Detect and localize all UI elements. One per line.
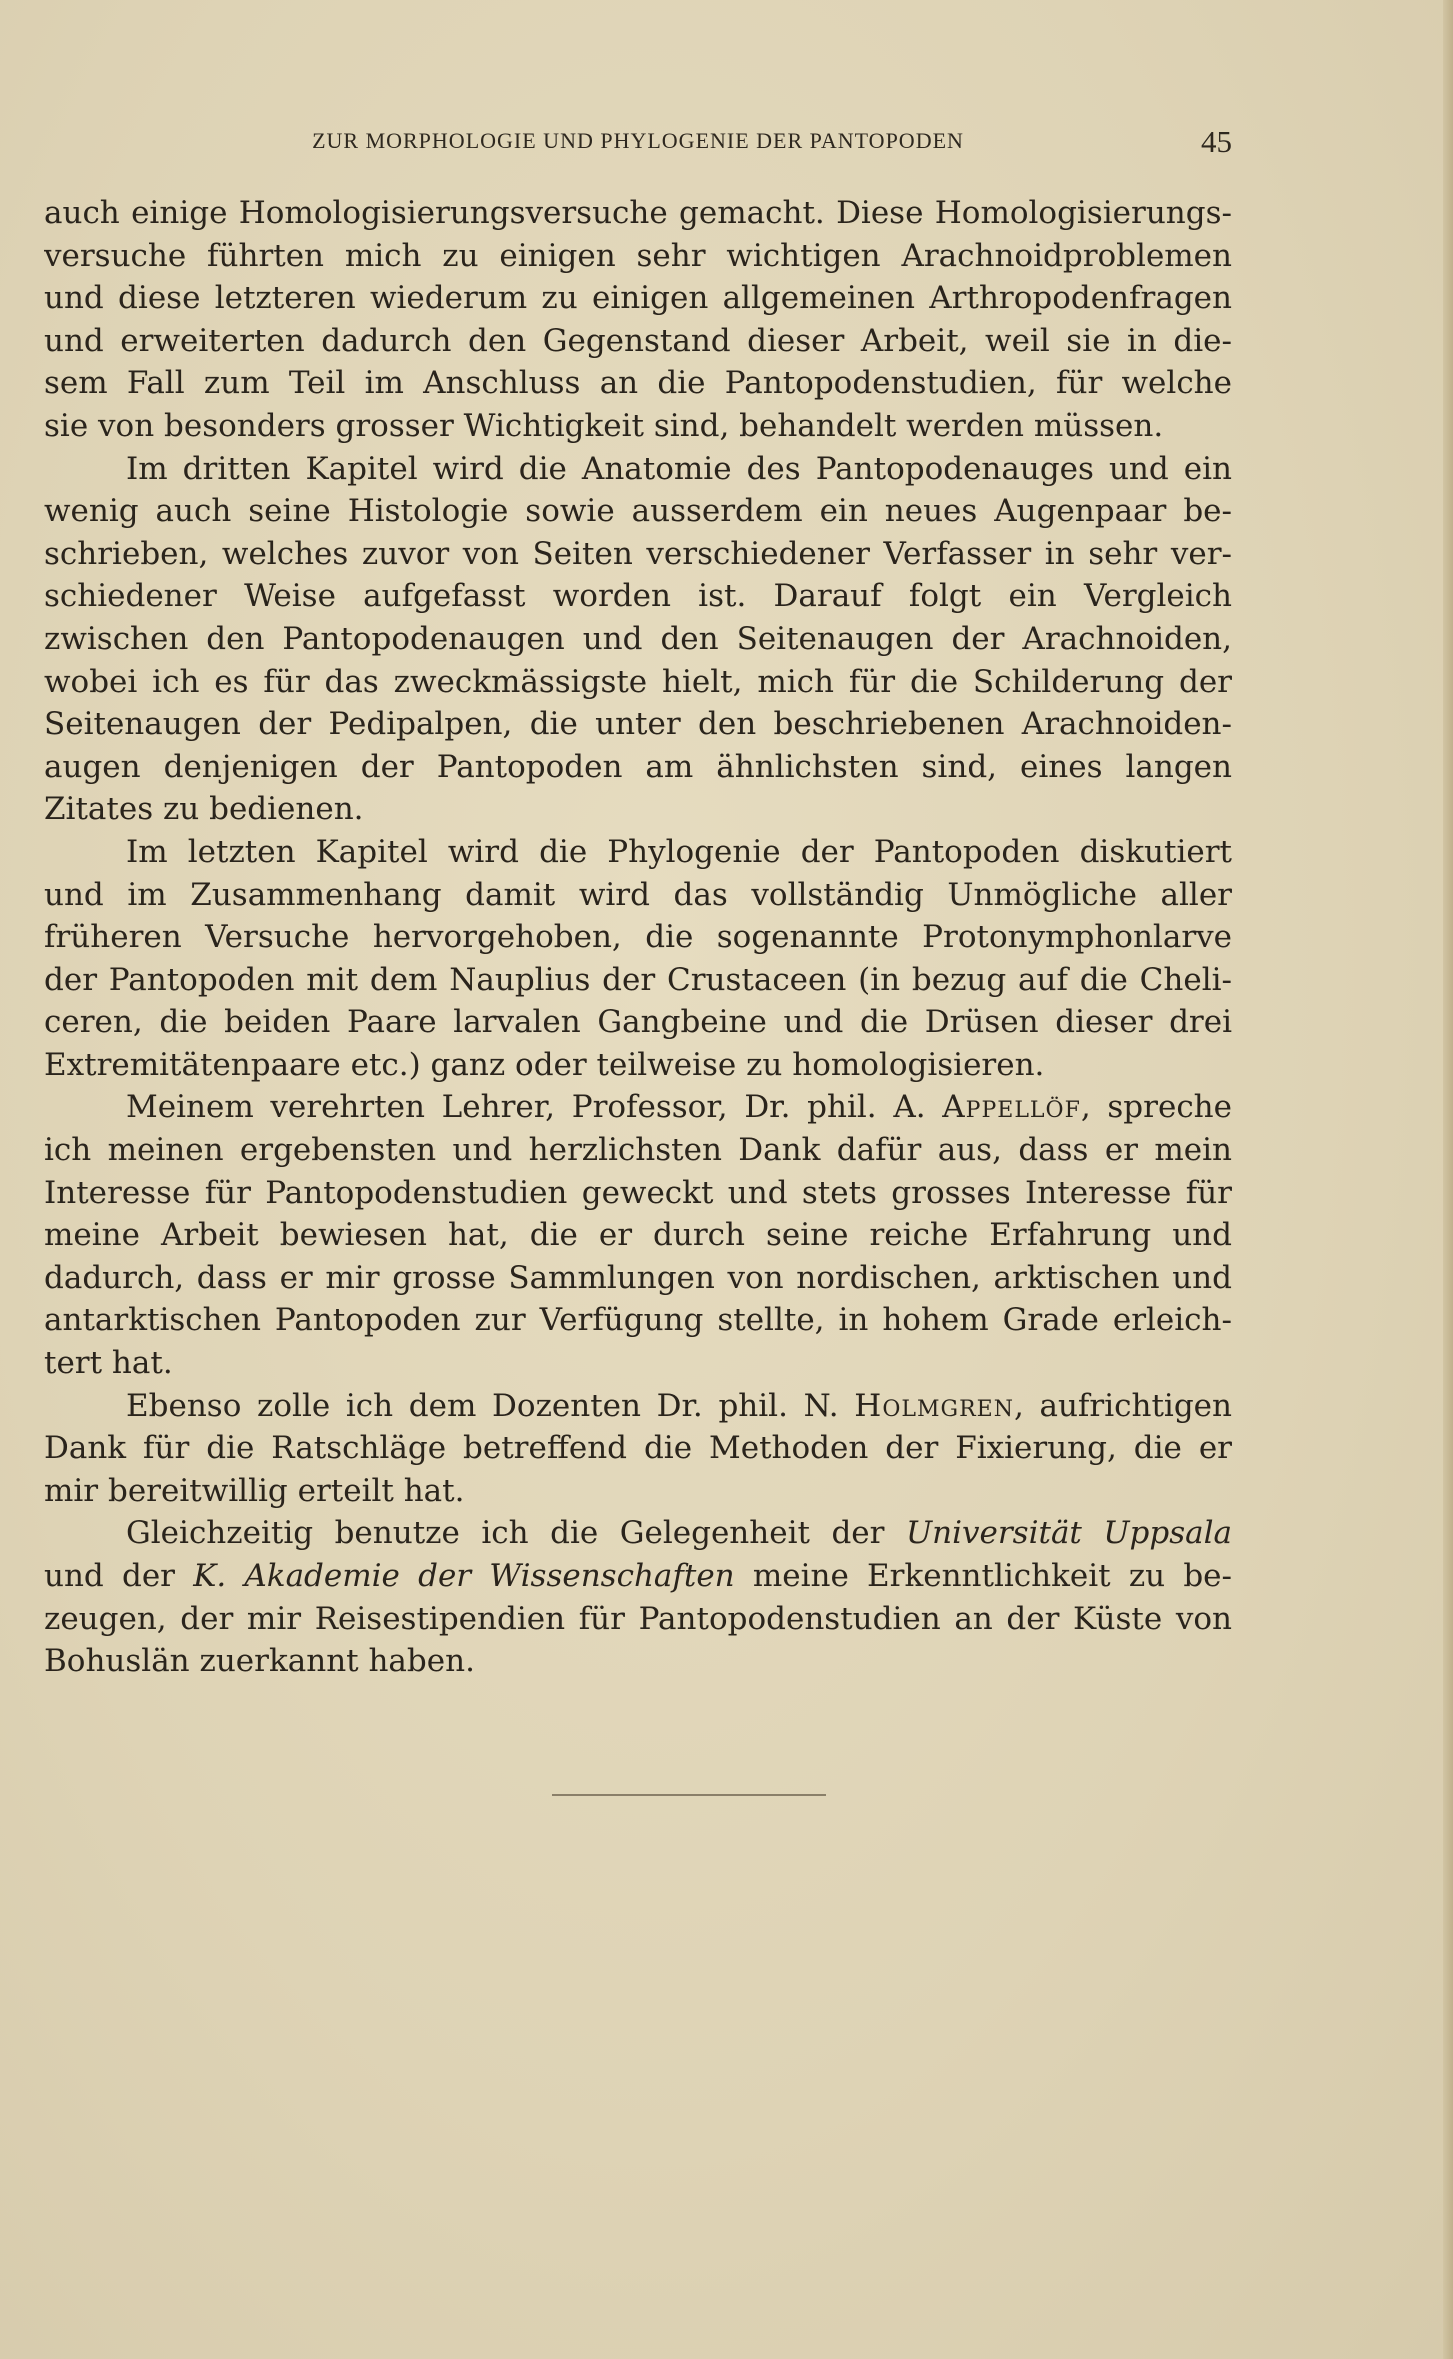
text-segment: Meinem verehrten Lehrer, Professor, Dr. phil. A. xyxy=(126,1089,943,1126)
text-segment: Im dritten Kapitel wird die Anatomie des Pantopodenauges und ein xyxy=(126,450,1232,487)
text-line xyxy=(44,1214,1232,1257)
text-line xyxy=(44,831,1232,874)
text-segment: ich meinen ergebensten und herzlichsten Dank dafür aus, dass er mein xyxy=(44,1132,1232,1169)
text-segment: antarktischen Pantopoden zur Verfügung stellte, in hohem Grade erleich- xyxy=(44,1302,1232,1339)
text-line xyxy=(44,1385,1232,1428)
paragraph xyxy=(44,1385,1232,1513)
text-segment: Seitenaugen der Pedipalpen, die unter den beschriebenen Arachnoiden- xyxy=(44,706,1232,743)
text-line xyxy=(44,703,1232,746)
paragraph xyxy=(44,1086,1232,1384)
text-line xyxy=(44,1427,1232,1470)
author-name: Holmgren xyxy=(854,1387,1014,1424)
text-segment: ceren, die beiden Paare larvalen Gangbeine und die Drüsen dieser drei xyxy=(44,1004,1232,1041)
text-line xyxy=(44,575,1232,618)
page-number: 45 xyxy=(1201,124,1232,159)
text-line xyxy=(44,1640,1232,1683)
text-segment: versuche führten mich zu einigen sehr wichtigen Arachnoidproblemen xyxy=(44,237,1232,274)
text-line xyxy=(44,448,1232,491)
text-line xyxy=(44,235,1232,278)
text-segment: , aufrichtigen xyxy=(1013,1387,1232,1424)
text-line xyxy=(44,959,1232,1002)
text-segment: , spreche xyxy=(1080,1089,1232,1126)
text-segment: tert hat. xyxy=(44,1345,173,1382)
text-segment: Im letzten Kapitel wird die Phylogenie der Pantopoden diskutiert xyxy=(126,833,1232,870)
text-segment: und im Zusammenhang damit wird das vollständig Unmögliche aller xyxy=(44,876,1232,913)
text-line xyxy=(44,1470,1232,1513)
text-line xyxy=(44,490,1232,533)
text-segment: wenig auch seine Histologie sowie ausserdem ein neues Augenpaar be- xyxy=(44,493,1232,530)
text-segment: zeugen, der mir Reisestipendien für Pantopodenstudien an der Küste von xyxy=(44,1600,1232,1637)
text-segment: auch einige Homologisierungsversuche gemacht. Diese Homologisierungs- xyxy=(44,195,1232,231)
text-segment: und diese letzteren wiederum zu einigen allgemeinen Arthropodenfragen xyxy=(44,280,1232,317)
text-line xyxy=(44,405,1232,448)
page-edge xyxy=(1443,0,1453,2359)
text-line xyxy=(44,618,1232,661)
text-segment: der Pantopoden mit dem Nauplius der Crustaceen (in bezug auf die Cheli- xyxy=(44,961,1232,998)
text-segment: dadurch, dass er mir grosse Sammlungen von nordischen, arktischen und xyxy=(44,1259,1232,1296)
text-line xyxy=(44,1598,1232,1641)
paragraph xyxy=(44,448,1232,831)
paragraph xyxy=(44,831,1232,1087)
text-segment: wobei ich es für das zweckmässigste hielt, mich für die Schilderung der xyxy=(44,663,1232,700)
text-line xyxy=(44,533,1232,576)
text-segment: sie von besonders grosser Wichtigkeit sind, behandelt werden müssen. xyxy=(44,407,1164,444)
text-line xyxy=(44,746,1232,789)
text-line xyxy=(44,1086,1232,1129)
text-line xyxy=(44,788,1232,831)
text-segment: Gleichzeitig benutze ich die Gelegenheit der xyxy=(126,1515,906,1552)
end-rule xyxy=(552,1794,826,1796)
text-line xyxy=(44,1172,1232,1215)
text-line xyxy=(44,1001,1232,1044)
text-segment: Ebenso zolle ich dem Dozenten Dr. phil. N. xyxy=(126,1387,855,1424)
text-line xyxy=(44,1555,1232,1598)
text-segment: meine Erkenntlichkeit zu be- xyxy=(734,1558,1232,1594)
text-line xyxy=(44,320,1232,363)
text-segment: Extremitätenpaare etc.) ganz oder teilweise zu homologisieren. xyxy=(44,1046,1045,1083)
text-line xyxy=(44,277,1232,320)
text-line xyxy=(44,362,1232,405)
institution-name: Universität Uppsala xyxy=(905,1515,1232,1552)
running-head xyxy=(44,124,1232,164)
text-segment: schrieben, welches zuvor von Seiten verschiedener Verfasser in sehr ver- xyxy=(44,535,1232,572)
author-name: Appellöf xyxy=(942,1089,1081,1126)
running-title: ZUR MORPHOLOGIE UND PHYLOGENIE DER PANTOPODEN xyxy=(312,128,964,153)
text-segment: zwischen den Pantopodenaugen und den Seitenaugen der Arachnoiden, xyxy=(44,620,1232,657)
text-segment: sem Fall zum Teil im Anschluss an die Pantopodenstudien, für welche xyxy=(44,365,1232,402)
text-line xyxy=(44,1257,1232,1300)
text-line xyxy=(44,1299,1232,1342)
text-segment: und der xyxy=(44,1558,194,1594)
text-line xyxy=(44,192,1232,235)
text-segment: mir bereitwillig erteilt hat. xyxy=(44,1472,465,1509)
paragraph xyxy=(44,1512,1232,1682)
text-line xyxy=(44,1342,1232,1385)
text-line xyxy=(44,1129,1232,1172)
text-segment: schiedener Weise aufgefasst worden ist. Darauf folgt ein Vergleich xyxy=(44,578,1232,615)
text-segment: Dank für die Ratschläge betreffend die Methoden der Fixierung, die er xyxy=(44,1430,1232,1467)
text-segment: augen denjenigen der Pantopoden am ähnlichsten sind, eines langen xyxy=(44,748,1232,785)
text-segment: Interesse für Pantopodenstudien geweckt und stets grosses Interesse für xyxy=(44,1174,1232,1211)
paragraph xyxy=(44,192,1232,448)
text-line xyxy=(44,661,1232,704)
text-segment: früheren Versuche hervorgehoben, die sogenannte Protonymphonlarve xyxy=(44,919,1232,956)
text-segment: Zitates zu bedienen. xyxy=(44,791,364,828)
text-line xyxy=(44,916,1232,959)
text-segment: meine Arbeit bewiesen hat, die er durch seine reiche Erfahrung und xyxy=(44,1217,1232,1254)
body-text xyxy=(44,192,1232,1683)
text-line xyxy=(44,1044,1232,1087)
text-line xyxy=(44,1512,1232,1555)
institution-name: K. Akademie der Wissenschaften xyxy=(193,1558,735,1594)
text-segment: Bohuslän zuerkannt haben. xyxy=(44,1643,475,1680)
text-segment: und erweiterten dadurch den Gegenstand dieser Arbeit, weil sie in die- xyxy=(44,322,1232,359)
text-line xyxy=(44,874,1232,917)
